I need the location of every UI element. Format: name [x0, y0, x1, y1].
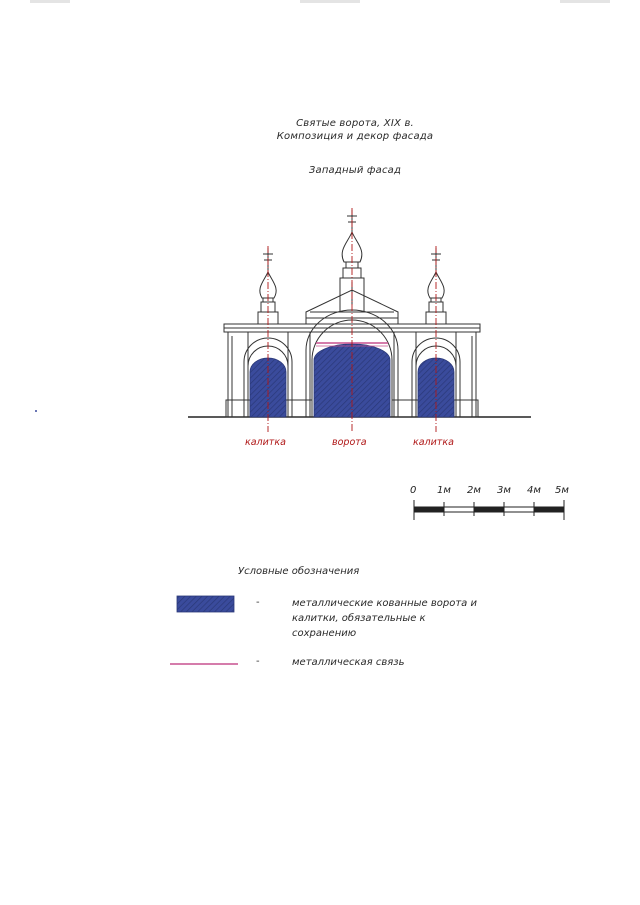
legend-dash: -	[256, 597, 260, 608]
scale-tick-label: 0	[410, 485, 417, 496]
legend-text-line: металлическая связь	[292, 657, 405, 668]
scale-tick-label: 3м	[497, 485, 511, 496]
scale-tick-label: 5м	[555, 485, 569, 496]
legend-text-line: сохранению	[292, 628, 357, 639]
label-main-gate: ворота	[332, 437, 367, 448]
legend-text-line: металлические кованные ворота и	[292, 598, 477, 609]
label-right-wicket: калитка	[413, 437, 454, 448]
drawing-title-line2: Композиция и декор фасада	[276, 131, 434, 142]
drawing-title: Святые ворота, XIX в.	[296, 118, 414, 129]
scale-tick-label: 2м	[467, 485, 481, 496]
scale-tick-label: 1м	[437, 485, 451, 496]
legend-item-tie	[292, 655, 404, 670]
legend-title: Условные обозначения	[238, 566, 360, 577]
scale-bar	[414, 500, 564, 520]
legend-item-gates	[292, 596, 477, 641]
label-left-wicket: калитка	[245, 437, 286, 448]
scale-tick-label: 4м	[527, 485, 541, 496]
legend-swatch-gates	[177, 596, 234, 612]
drawing-subtitle: Западный фасад	[308, 165, 402, 176]
legend-text-line: калитки, обязательные к	[292, 613, 426, 624]
legend-dash: -	[256, 656, 260, 667]
